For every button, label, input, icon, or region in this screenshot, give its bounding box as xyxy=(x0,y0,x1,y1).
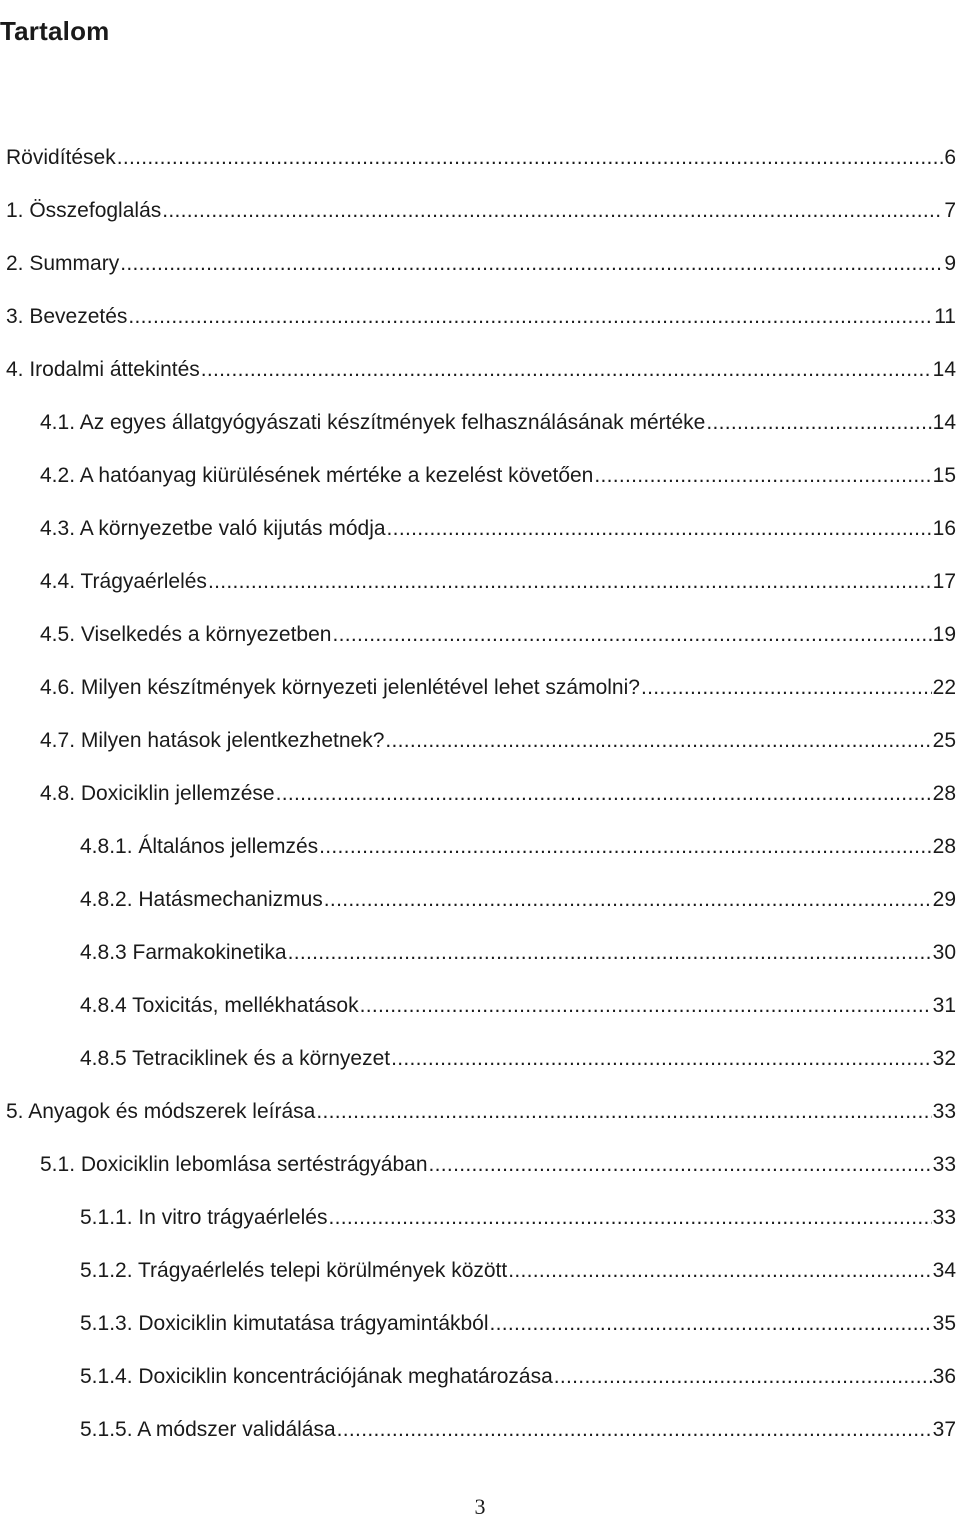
toc-entry-page: 35 xyxy=(932,1312,956,1335)
toc-entry-page: 25 xyxy=(932,729,956,752)
toc-entry-page: 6 xyxy=(944,146,956,169)
toc-entry-23[interactable] xyxy=(0,1363,960,1416)
toc-dot-leader xyxy=(385,727,931,755)
toc-dot-leader xyxy=(324,886,932,914)
toc-entry-label: 4.4. Trágyaérlelés xyxy=(40,570,207,593)
toc-entry-0[interactable] xyxy=(0,144,960,197)
toc-entry-20[interactable] xyxy=(0,1204,960,1257)
toc-entry-22[interactable] xyxy=(0,1310,960,1363)
toc-dot-leader xyxy=(641,674,932,702)
toc-entry-5[interactable] xyxy=(0,409,960,462)
toc-entry-page: 22 xyxy=(932,676,956,699)
toc-entry-label: 5.1.1. In vitro trágyaérlelés xyxy=(80,1206,328,1229)
toc-entry-12[interactable] xyxy=(0,780,960,833)
toc-entry-17[interactable] xyxy=(0,1045,960,1098)
toc-dot-leader xyxy=(316,1098,931,1126)
toc-dot-leader xyxy=(594,462,931,490)
toc-entry-page: 28 xyxy=(932,835,956,858)
toc-dot-leader xyxy=(288,939,932,967)
toc-entry-page: 15 xyxy=(932,464,956,487)
toc-dot-leader xyxy=(201,356,932,384)
toc-dot-leader xyxy=(117,144,944,172)
page-number: 3 xyxy=(474,1494,486,1519)
toc-entry-page: 37 xyxy=(932,1418,956,1441)
toc-dot-leader xyxy=(162,197,943,225)
toc-dot-leader xyxy=(391,1045,932,1073)
toc-dot-leader xyxy=(208,568,932,596)
toc-dot-leader xyxy=(508,1257,931,1285)
toc-entry-label: 3. Bevezetés xyxy=(6,305,128,328)
toc-entry-14[interactable] xyxy=(0,886,960,939)
toc-entry-label: 5.1.4. Doxiciklin koncentrációjának meghatározása xyxy=(80,1365,553,1388)
toc-entry-page: 14 xyxy=(932,411,956,434)
toc-dot-leader xyxy=(328,1204,931,1232)
toc-entry-page: 28 xyxy=(932,782,956,805)
toc-dot-leader xyxy=(554,1363,932,1391)
toc-entry-label: 4. Irodalmi áttekintés xyxy=(6,358,200,381)
toc-entry-1[interactable] xyxy=(0,197,960,250)
toc-entry-label: Rövidítések xyxy=(6,146,116,169)
toc-dot-leader xyxy=(332,621,931,649)
toc-entry-page: 31 xyxy=(932,994,956,1017)
toc-entry-label: 5.1.3. Doxiciklin kimutatása trágyamintákból xyxy=(80,1312,489,1335)
toc-entry-6[interactable] xyxy=(0,462,960,515)
toc-entry-4[interactable] xyxy=(0,356,960,409)
toc-dot-leader xyxy=(429,1151,932,1179)
toc-entry-page: 33 xyxy=(932,1153,956,1176)
toc-entry-label: 5. Anyagok és módszerek leírása xyxy=(6,1100,316,1123)
toc-dot-leader xyxy=(337,1416,932,1444)
toc-entry-label: 5.1. Doxiciklin lebomlása sertéstrágyában xyxy=(40,1153,428,1176)
toc-entry-21[interactable] xyxy=(0,1257,960,1310)
toc-entry-page: 30 xyxy=(932,941,956,964)
toc-dot-leader xyxy=(706,409,931,437)
toc-entry-label: 1. Összefoglalás xyxy=(6,199,162,222)
toc-entry-page: 19 xyxy=(932,623,956,646)
toc-entry-10[interactable] xyxy=(0,674,960,727)
toc-entry-15[interactable] xyxy=(0,939,960,992)
toc-entry-label: 4.1. Az egyes állatgyógyászati készítmények felhasználásának mértéke xyxy=(40,411,706,434)
toc-entry-page: 16 xyxy=(932,517,956,540)
toc-entry-page: 32 xyxy=(932,1047,956,1070)
toc-entry-page: 34 xyxy=(932,1259,956,1282)
toc-entry-19[interactable] xyxy=(0,1151,960,1204)
toc-entry-label: 4.8.5 Tetraciklinek és a környezet xyxy=(80,1047,391,1070)
toc-entry-label: 4.7. Milyen hatások jelentkezhetnek? xyxy=(40,729,385,752)
toc-entry-label: 5.1.2. Trágyaérlelés telepi körülmények között xyxy=(80,1259,508,1282)
toc-dot-leader xyxy=(128,303,933,331)
toc-entry-label: 4.8.1. Általános jellemzés xyxy=(80,835,319,858)
toc-entry-page: 11 xyxy=(934,305,956,328)
toc-entry-page: 29 xyxy=(932,888,956,911)
table-of-contents xyxy=(0,144,960,1469)
toc-entry-11[interactable] xyxy=(0,727,960,780)
toc-entry-page: 33 xyxy=(932,1100,956,1123)
page-title: Tartalom xyxy=(0,16,110,47)
toc-dot-leader xyxy=(490,1310,932,1338)
toc-dot-leader xyxy=(387,515,932,543)
toc-entry-page: 33 xyxy=(932,1206,956,1229)
toc-entry-3[interactable] xyxy=(0,303,960,356)
toc-entry-label: 4.5. Viselkedés a környezetben xyxy=(40,623,332,646)
toc-entry-label: 5.1.5. A módszer validálása xyxy=(80,1418,336,1441)
toc-dot-leader xyxy=(319,833,932,861)
toc-dot-leader xyxy=(276,780,932,808)
toc-entry-page: 7 xyxy=(944,199,956,222)
toc-entry-16[interactable] xyxy=(0,992,960,1045)
toc-entry-7[interactable] xyxy=(0,515,960,568)
toc-dot-leader xyxy=(120,250,943,278)
toc-entry-label: 4.3. A környezetbe való kijutás módja xyxy=(40,517,386,540)
toc-entry-label: 4.2. A hatóanyag kiürülésének mértéke a kezelést követően xyxy=(40,464,594,487)
toc-entry-label: 2. Summary xyxy=(6,252,120,275)
toc-entry-label: 4.8.2. Hatásmechanizmus xyxy=(80,888,323,911)
toc-entry-9[interactable] xyxy=(0,621,960,674)
toc-dot-leader xyxy=(360,992,932,1020)
toc-entry-page: 17 xyxy=(932,570,956,593)
toc-entry-page: 36 xyxy=(932,1365,956,1388)
toc-entry-2[interactable] xyxy=(0,250,960,303)
toc-entry-page: 14 xyxy=(932,358,956,381)
toc-entry-page: 9 xyxy=(944,252,956,275)
toc-entry-24[interactable] xyxy=(0,1416,960,1469)
toc-entry-label: 4.8. Doxiciklin jellemzése xyxy=(40,782,275,805)
toc-entry-13[interactable] xyxy=(0,833,960,886)
toc-entry-label: 4.8.4 Toxicitás, mellékhatások xyxy=(80,994,359,1017)
toc-entry-label: 4.6. Milyen készítmények környezeti jelenlétével lehet számolni? xyxy=(40,676,640,699)
toc-entry-18[interactable] xyxy=(0,1098,960,1151)
toc-entry-label: 4.8.3 Farmakokinetika xyxy=(80,941,287,964)
toc-entry-8[interactable] xyxy=(0,568,960,621)
